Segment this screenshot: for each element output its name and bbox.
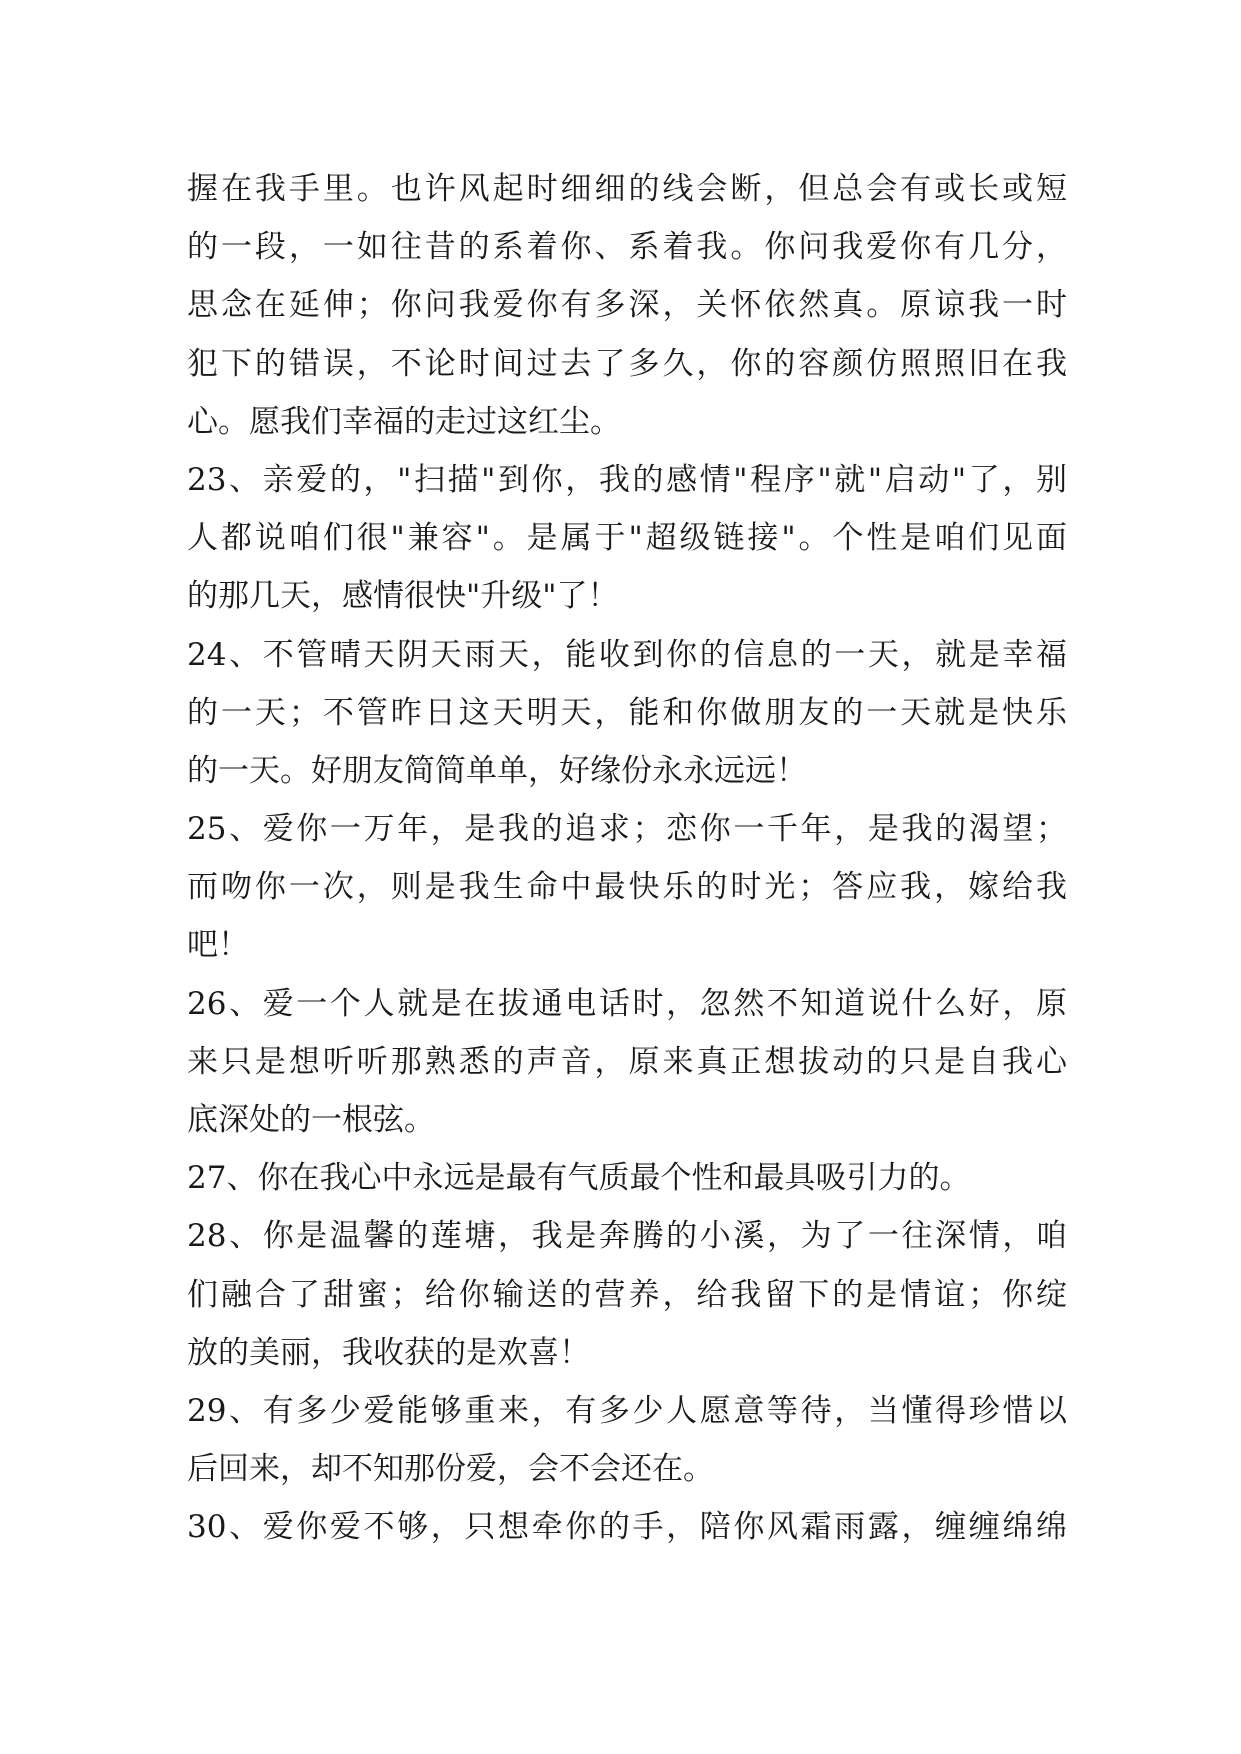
text-line: 吧！ [187,927,249,964]
text-line: 们融合了甜蜜；给你输送的营养，给我留下的是情谊；你绽 [187,1276,1067,1313]
document-text-body [187,160,1067,1557]
text-line: 的那几天，感情很快"升级"了！ [187,578,619,615]
text-line: 人都说咱们很"兼容"。是属于"超级链接"。个性是咱们见面 [187,520,1067,557]
text-line: 的一天；不管昨日这天明天，能和你做朋友的一天就是快乐 [187,694,1067,731]
text-line: 放的美丽，我收获的是欢喜！ [187,1334,590,1371]
text-line: 28、你是温馨的莲塘，我是奔腾的小溪，为了一往深情，咱 [187,1218,1067,1255]
text-line: 心。愿我们幸福的走过这红尘。 [187,403,621,440]
text-line: 27、你在我心中永远是最有气质最个性和最具吸引力的。 [187,1160,971,1197]
text-line: 25、爱你一万年，是我的追求；恋你一千年，是我的渴望； [187,811,1067,848]
text-line: 而吻你一次，则是我生命中最快乐的时光；答应我，嫁给我 [187,869,1067,906]
text-line: 的一段，一如往昔的系着你、系着我。你问我爱你有几分， [187,229,1067,266]
text-line: 26、爱一个人就是在拔通电话时，忽然不知道说什么好，原 [187,985,1067,1022]
text-line: 24、不管晴天阴天雨天，能收到你的信息的一天，就是幸福 [187,636,1067,673]
text-line: 底深处的一根弦。 [187,1102,435,1138]
text-line: 犯下的错误，不论时间过去了多久，你的容颜仿照照旧在我 [187,345,1067,382]
text-line: 后回来，却不知那份爱，会不会还在。 [187,1451,714,1488]
text-line: 23、亲爱的，"扫描"到你，我的感情"程序"就"启动"了，别 [187,461,1067,498]
text-line: 的一天。好朋友简简单单，好缘份永永远远！ [187,752,807,789]
text-line: 30、爱你爱不够，只想牵你的手，陪你风霜雨露，缠缠绵绵 [187,1509,1067,1546]
text-line: 握在我手里。也许风起时细细的线会断，但总会有或长或短 [187,171,1067,207]
text-line: 思念在延伸；你问我爱你有多深，关怀依然真。原谅我一时 [187,287,1067,324]
text-line: 29、有多少爱能够重来，有多少人愿意等待，当懂得珍惜以 [187,1392,1067,1429]
text-line: 来只是想听听那熟悉的声音，原来真正想拔动的只是自我心 [187,1043,1067,1080]
